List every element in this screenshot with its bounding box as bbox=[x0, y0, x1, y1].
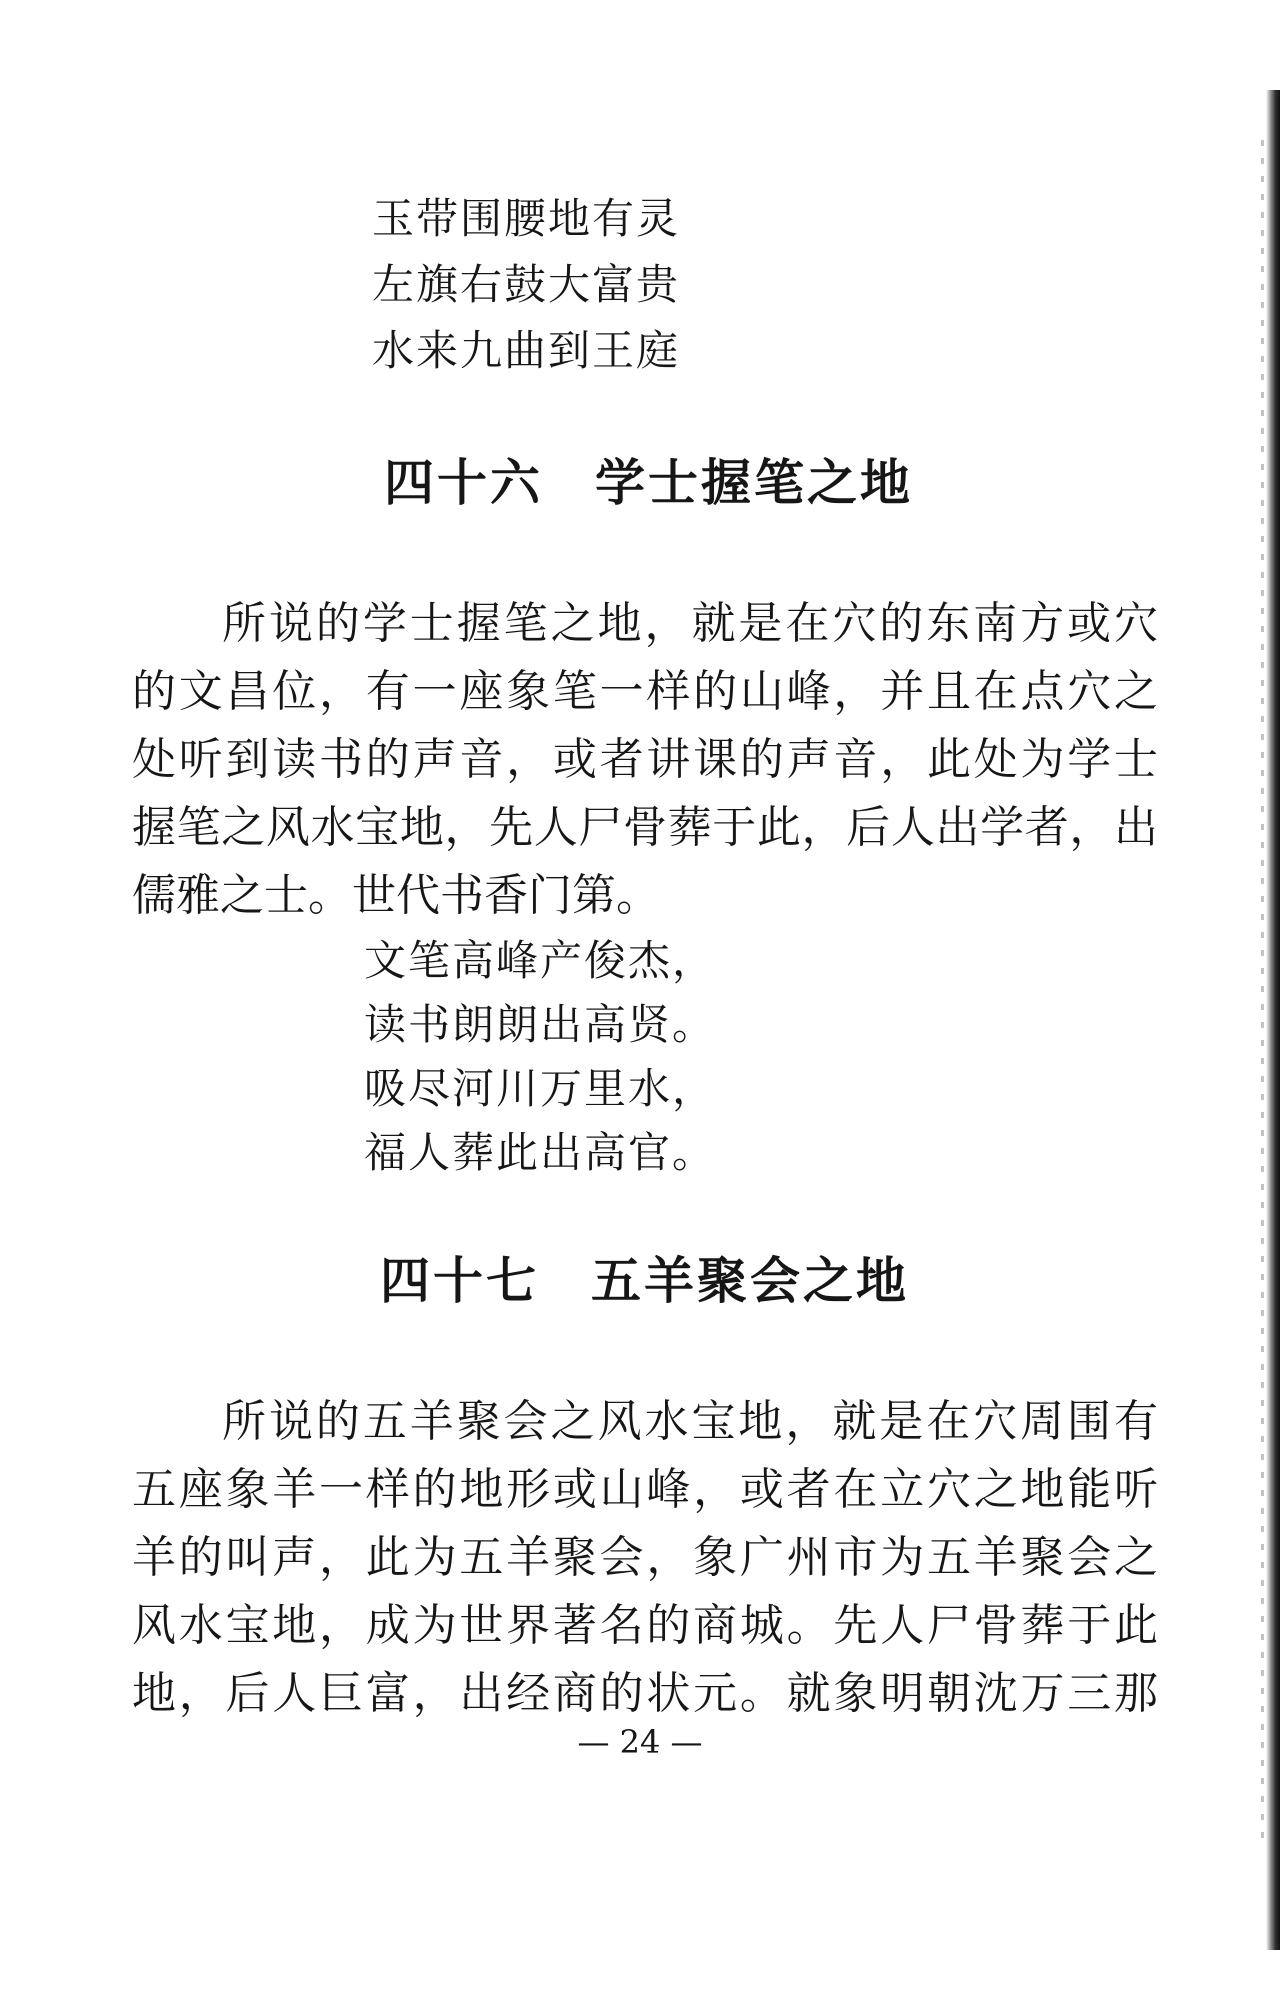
paragraph-line: 握笔之风水宝地，先人尸骨葬于此，后人出学者，出 bbox=[132, 802, 1158, 853]
scan-edge-shadow bbox=[1266, 90, 1280, 1950]
section-heading bbox=[384, 453, 913, 512]
verse-line: 玉带围腰地有灵 bbox=[372, 194, 681, 243]
verse-line: 左旗右鼓大富贵 bbox=[372, 260, 681, 309]
paragraph-line: 所说的学士握笔之地，就是在穴的东南方或穴 bbox=[222, 598, 1158, 649]
scan-edge-noise bbox=[1261, 140, 1264, 1840]
section-title: 五羊聚会之地 bbox=[591, 1251, 909, 1310]
paragraph-line: 儒雅之士。世代书香门第。 bbox=[132, 870, 660, 921]
paragraph-line: 风水宝地，成为世界著名的商城。先人尸骨葬于此 bbox=[132, 1600, 1158, 1651]
paragraph-line: 地，后人巨富，出经商的状元。就象明朝沈万三那 bbox=[132, 1668, 1158, 1719]
verse-line: 文笔高峰产俊杰， bbox=[364, 936, 717, 985]
section-heading bbox=[380, 1251, 909, 1310]
paragraph-line: 所说的五羊聚会之风水宝地，就是在穴周围有 bbox=[222, 1396, 1158, 1447]
page-number bbox=[0, 1723, 1280, 1761]
paragraph-line: 的文昌位，有一座象笔一样的山峰，并且在点穴之 bbox=[132, 666, 1158, 717]
section-number: 四十六 bbox=[384, 453, 543, 512]
verse-line: 吸尽河川万里水， bbox=[364, 1064, 717, 1113]
verse-line: 水来九曲到王庭 bbox=[372, 326, 681, 375]
paragraph-line: 羊的叫声，此为五羊聚会，象广州市为五羊聚会之 bbox=[132, 1532, 1158, 1583]
section-number: 四十七 bbox=[380, 1251, 539, 1310]
page-number-text: — 24 — bbox=[577, 1723, 703, 1761]
paragraph-line: 五座象羊一样的地形或山峰，或者在立穴之地能听 bbox=[132, 1464, 1158, 1515]
verse-line: 福人葬此出高官。 bbox=[364, 1128, 717, 1177]
section-title: 学士握笔之地 bbox=[595, 453, 913, 512]
paragraph-line: 处听到读书的声音，或者讲课的声音，此处为学士 bbox=[132, 734, 1158, 785]
verse-line: 读书朗朗出高贤。 bbox=[364, 1000, 717, 1049]
